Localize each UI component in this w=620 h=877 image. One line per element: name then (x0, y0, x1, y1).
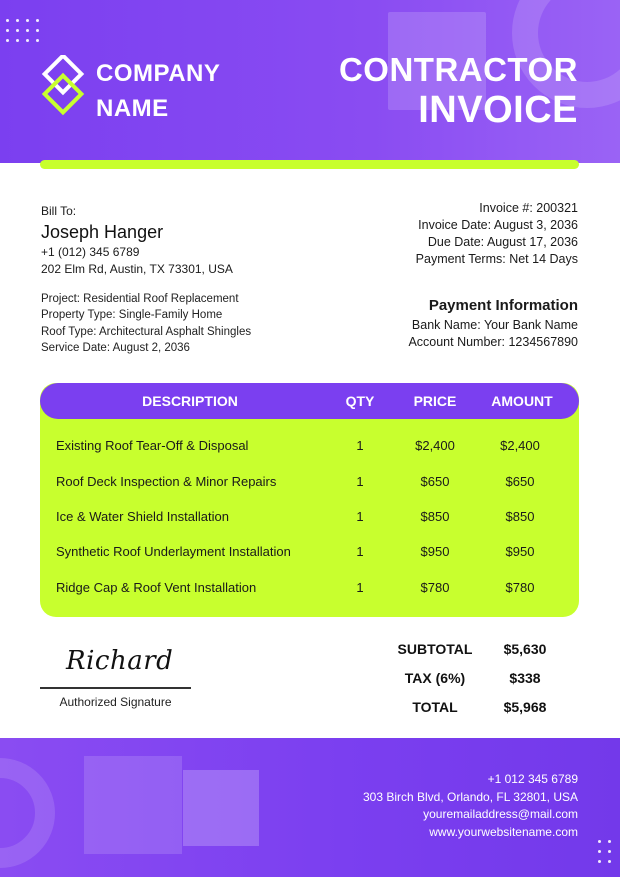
header-banner (0, 0, 620, 163)
item-price: $950 (420, 544, 450, 560)
contact-address: 303 Birch Blvd, Orlando, FL 32801, USA (362, 789, 578, 804)
invoice-number: Invoice #: 200321 (479, 201, 578, 215)
item-amount: $950 (505, 544, 535, 560)
item-amount: $850 (505, 508, 535, 524)
dot-grid-icon (598, 840, 611, 863)
header-qty: QTY (345, 393, 375, 409)
table-row (40, 570, 579, 605)
decorative-square (183, 770, 259, 846)
tax-label: TAX (6%) (404, 669, 466, 686)
company-name-line1: COMPANY (96, 60, 221, 87)
contact-email[interactable]: youremailaddress@mail.com (423, 807, 578, 821)
item-description: Roof Deck Inspection & Minor Repairs (56, 473, 277, 489)
title-line1: CONTRACTOR (338, 51, 578, 88)
document-title (339, 50, 578, 130)
header-amount: AMOUNT (491, 393, 553, 409)
item-description: Existing Roof Tear-Off & Disposal (56, 438, 249, 454)
line-items-table (40, 383, 579, 617)
dot-grid-icon (6, 19, 39, 42)
signature: Richard (66, 646, 174, 676)
decorative-square (84, 756, 182, 854)
property-type: Property Type: Single-Family Home (41, 309, 223, 322)
tax-row (380, 663, 580, 692)
service-date: Service Date: August 2, 2036 (41, 341, 190, 354)
item-price: $2,400 (415, 438, 455, 454)
account-number: Account Number: 1234567890 (408, 335, 578, 349)
totals-block (380, 634, 580, 721)
total-value: $5,968 (503, 698, 547, 715)
decorative-ring (0, 758, 55, 868)
item-qty: 1 (356, 508, 364, 524)
item-description: Ridge Cap & Roof Vent Installation (56, 579, 257, 595)
project-name: Project: Residential Roof Replacement (41, 293, 239, 305)
payment-information (408, 296, 578, 351)
table-header (40, 383, 579, 419)
table-row (40, 534, 579, 569)
bank-name: Bank Name: Your Bank Name (411, 318, 578, 332)
title-line2: INVOICE (418, 89, 578, 131)
invoice-meta (416, 200, 578, 268)
project-details (41, 291, 251, 356)
item-amount: $2,400 (500, 438, 540, 454)
bill-to-block (41, 203, 233, 278)
table-row (40, 499, 579, 534)
diamond-logo-icon (40, 55, 90, 119)
item-price: $650 (420, 473, 450, 489)
signature-line (40, 687, 191, 689)
item-description: Synthetic Roof Underlayment Installation (56, 544, 291, 560)
item-qty: 1 (356, 473, 364, 489)
item-amount: $650 (505, 473, 535, 489)
payment-terms: Payment Terms: Net 14 Days (415, 252, 578, 266)
subtotal-value: $5,630 (503, 640, 547, 657)
roof-type: Roof Type: Architectural Asphalt Shingles (41, 325, 252, 338)
signature-label: Authorized Signature (59, 695, 172, 709)
table-row (40, 463, 579, 498)
payment-title: Payment Information (428, 297, 578, 314)
item-qty: 1 (356, 544, 364, 560)
tax-value: $338 (509, 669, 541, 686)
client-phone: +1 (012) 345 6789 (41, 245, 140, 259)
footer-banner (0, 738, 620, 877)
table-row (40, 428, 579, 463)
item-price: $850 (420, 508, 450, 524)
contact-info (363, 771, 578, 841)
header-description: DESCRIPTION (142, 393, 238, 409)
header-price: PRICE (413, 393, 457, 409)
total-label: TOTAL (412, 698, 458, 715)
header-divider (40, 160, 579, 169)
item-amount: $780 (505, 579, 535, 595)
item-price: $780 (420, 579, 450, 595)
item-qty: 1 (356, 579, 364, 595)
item-description: Ice & Water Shield Installation (56, 508, 229, 524)
invoice-date: Invoice Date: August 3, 2036 (418, 218, 578, 232)
total-row (380, 692, 580, 721)
company-name (96, 56, 220, 126)
subtotal-row (380, 634, 580, 663)
company-name-line2: NAME (96, 95, 169, 122)
contact-website[interactable]: www.yourwebsitename.com (429, 824, 578, 839)
contact-phone: +1 012 345 6789 (487, 772, 578, 786)
bill-to-label: Bill To: (41, 204, 77, 218)
subtotal-label: SUBTOTAL (397, 640, 473, 657)
client-address: 202 Elm Rd, Austin, TX 73301, USA (41, 262, 233, 276)
client-name: Joseph Hanger (41, 222, 164, 242)
item-qty: 1 (356, 438, 364, 454)
due-date: Due Date: August 17, 2036 (427, 235, 578, 249)
